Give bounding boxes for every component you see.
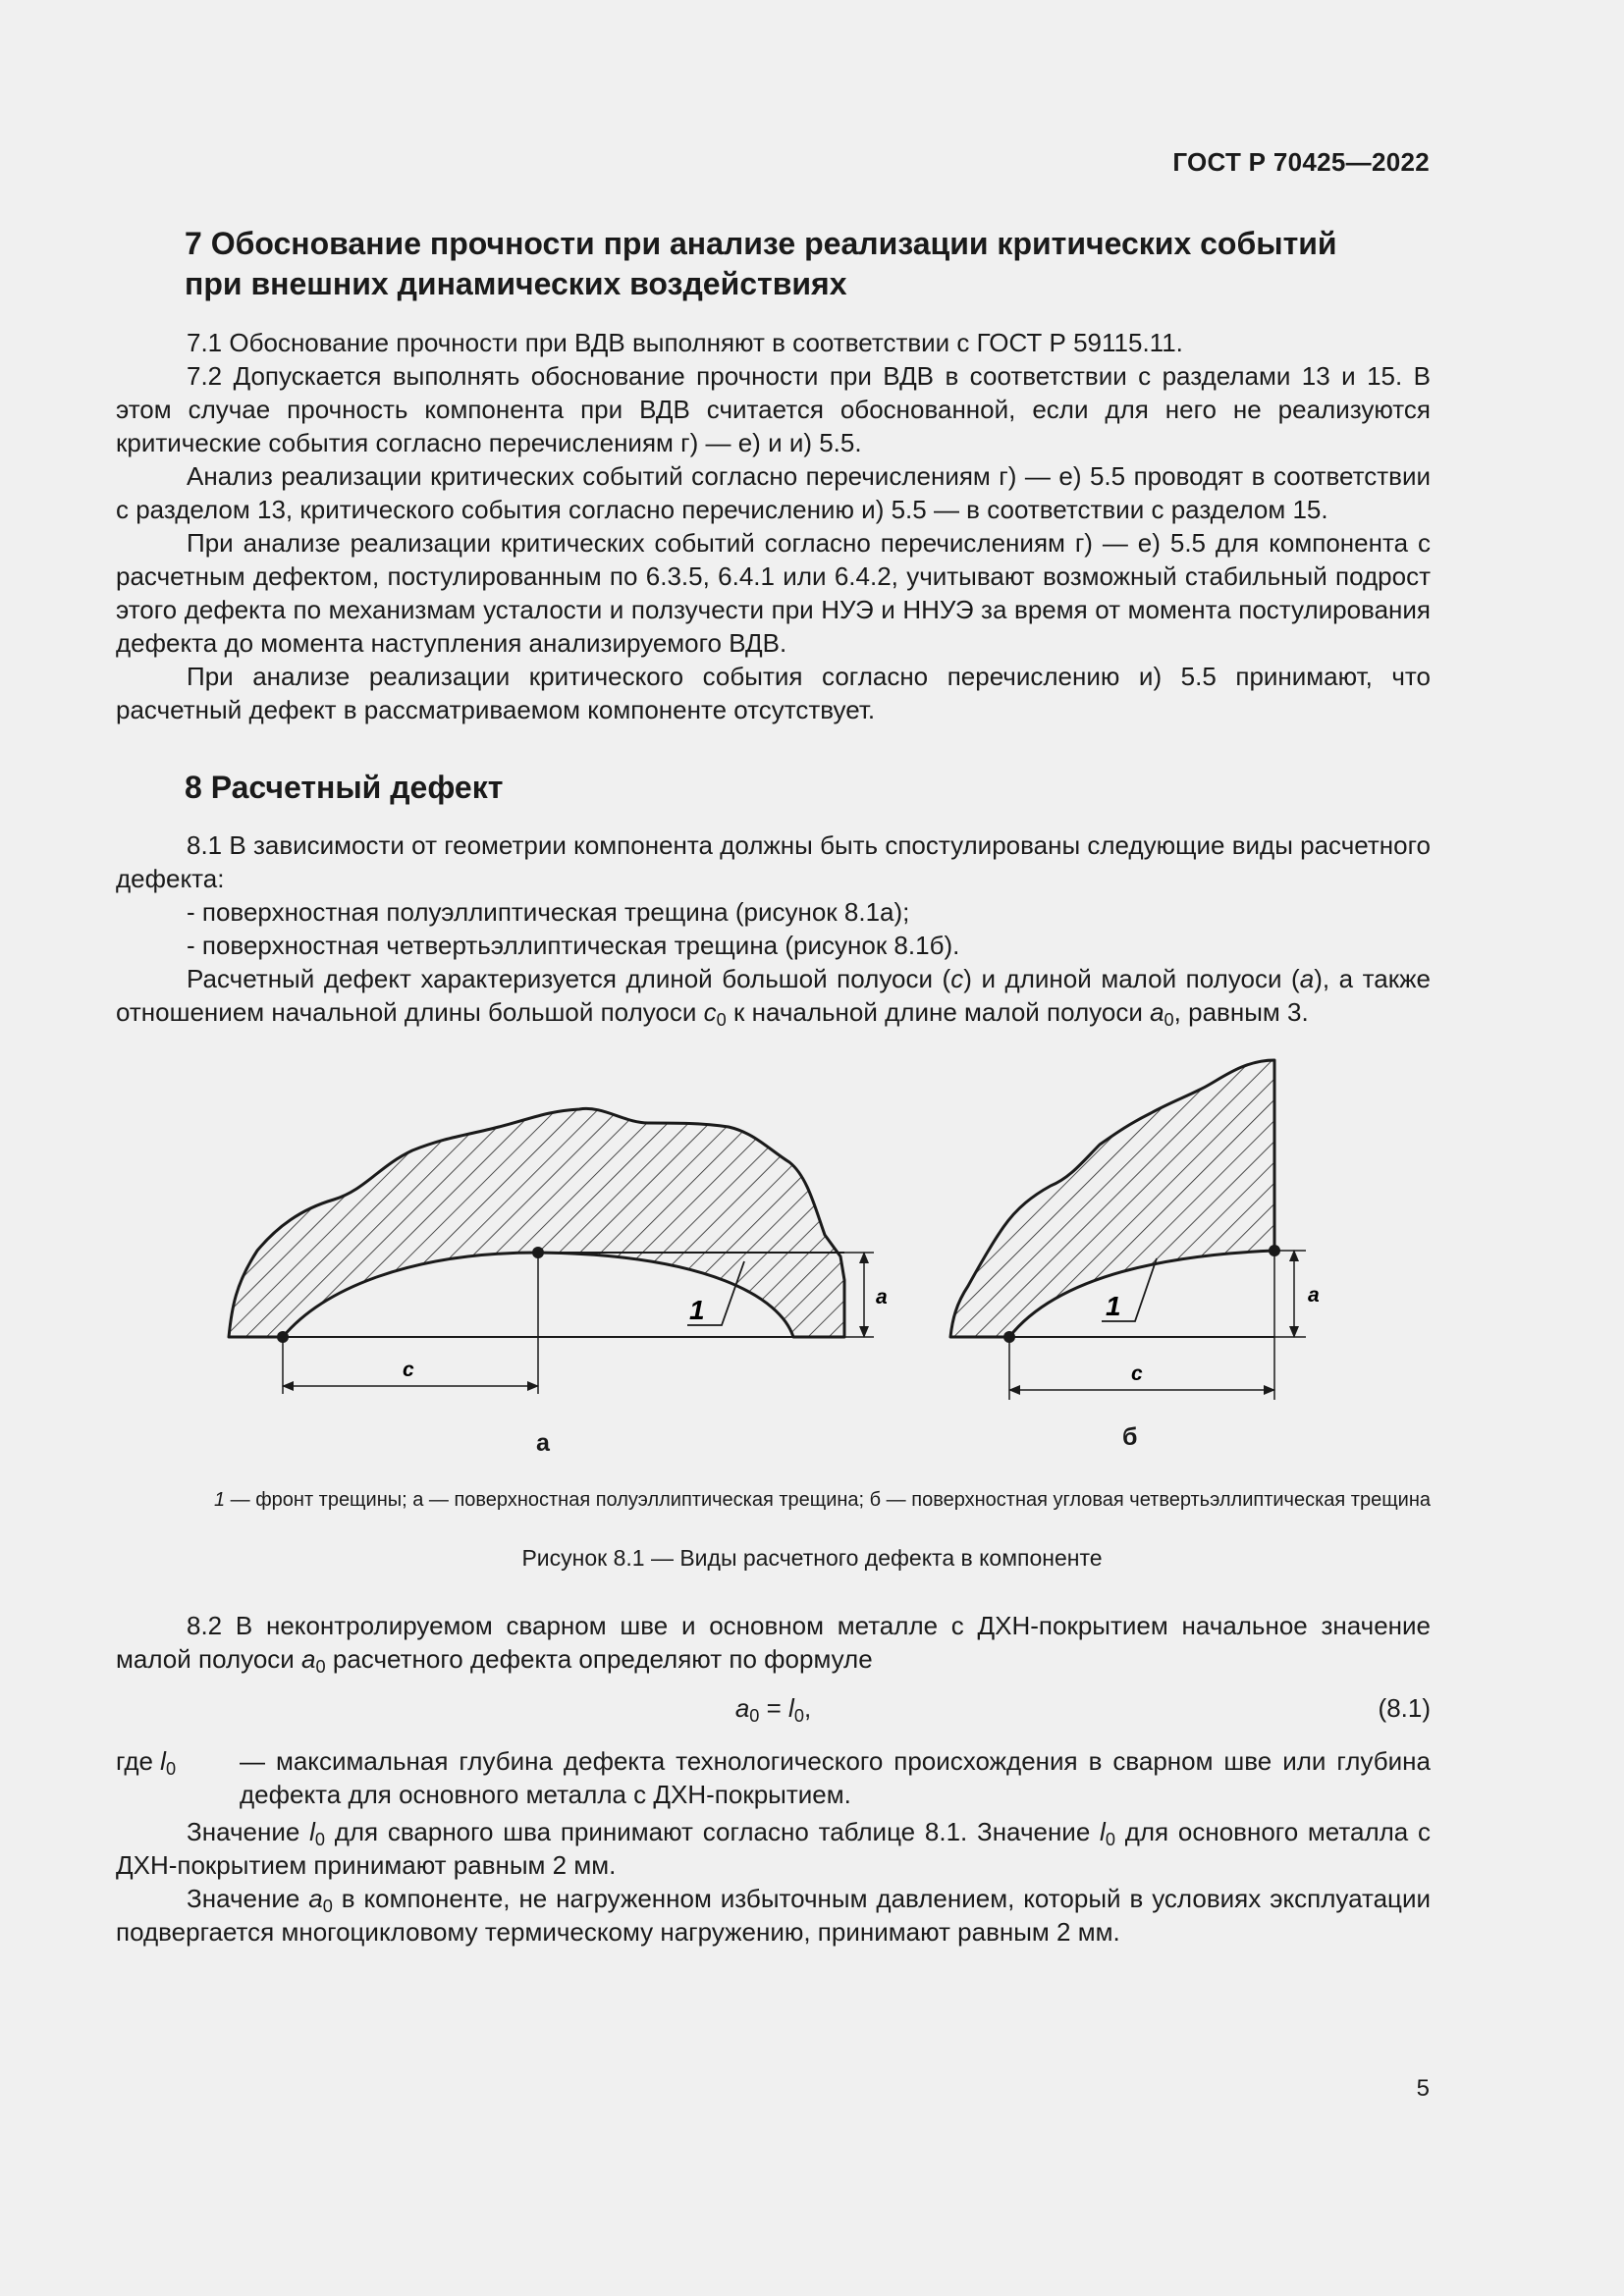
paragraph-8-1: 8.1 В зависимости от геометрии компонента должны быть спостулированы следующие виды расчетного дефекта: bbox=[116, 830, 1431, 893]
standard-number: ГОСТ Р 70425—2022 bbox=[1172, 147, 1430, 177]
figure-legend: 1 — фронт трещины; а — поверхностная полуэллиптическая трещина; б — поверхностная угловая четвертьэллиптическая трещина bbox=[213, 1489, 1431, 1511]
paragraph-l0-value: Значение $l_0$ для сварного шва принимают согласно таблице 8.1. Значение $l_0$ для основного металла с ДХН-покрытием принимают равным 2 мм. bbox=[116, 1817, 1431, 1880]
label-a-a: a bbox=[876, 1286, 888, 1308]
marker-1-b: 1 bbox=[1106, 1291, 1121, 1321]
formula-expression: $a_0 = l_0$, bbox=[734, 1693, 812, 1726]
list-item-semi-elliptic: - поверхностная полуэллиптическая трещина (рисунок 8.1а); bbox=[187, 897, 910, 927]
paragraph-a0-value: Значение $a_0$ в компоненте, не нагруженном избыточным давлением, который в условиях эксплуатации подвергается многоцикловому термическому нагружению, принимают равным 2 мм. bbox=[116, 1884, 1431, 1947]
paragraph-defect-characteristics: Расчетный дефект характеризуется длиной большой полуоси (c) и длиной малой полуоси (a), а также отношением начальной длины большой полуоси $c_0$ к начальной длине малой полуоси $a_0$, равным 3. bbox=[116, 964, 1431, 1030]
label-c-b: c bbox=[1131, 1362, 1143, 1385]
label-a-b: a bbox=[1308, 1284, 1320, 1307]
where-description: — максимальная глубина дефекта технологического происхождения в сварном шве или глубина дефекта для основного металла с ДХН-покрытием. bbox=[240, 1746, 1431, 1809]
page-number: 5 bbox=[1416, 2075, 1430, 2102]
paragraph-7-analysis: Анализ реализации критических событий согласно перечислениям г) — е) 5.5 проводят в соответствии с разделом 13, критического события согласно перечислению и) 5.5 — в соответствии с разделом 15. bbox=[116, 461, 1431, 524]
section-8-body bbox=[116, 828, 1431, 1029]
figure-8-1-drawing bbox=[0, 1041, 1624, 1472]
figure-a-semi-elliptic-crack bbox=[229, 1108, 888, 1394]
component-section-a bbox=[229, 1108, 844, 1337]
figure-label-b: б bbox=[1122, 1423, 1138, 1451]
list-item-quarter-elliptic: - поверхностная четвертьэллиптическая трещина (рисунок 8.1б). bbox=[187, 931, 960, 960]
marker-1-a: 1 bbox=[689, 1295, 705, 1325]
paragraph-7-1: 7.1 Обоснование прочности при ВДВ выполняют в соответствии с ГОСТ Р 59115.11. bbox=[187, 328, 1183, 357]
paragraph-8-2: 8.2 В неконтролируемом сварном шве и основном металле с ДХН-покрытием начальное значение малой полуоси $a_0$ расчетного дефекта определяют по формуле bbox=[116, 1611, 1431, 1677]
figure-label-a: а bbox=[536, 1429, 550, 1457]
section-8-2-body bbox=[116, 1609, 1431, 1676]
section-7-title: 7 Обоснование прочности при анализе реализации критических событий при внешних динамических воздействиях bbox=[185, 226, 1337, 301]
paragraph-7-2: 7.2 Допускается выполнять обоснование прочности при ВДВ в соответствии с разделами 13 и 15. В этом случае прочность компонента при ВДВ считается обоснованной, если для него не реализуются критические события согласно перечислениям г) — е) и и) 5.5. bbox=[116, 361, 1431, 457]
label-c-a: c bbox=[403, 1359, 414, 1381]
paragraph-7-no-defect: При анализе реализации критического события согласно перечислению и) 5.5 принимают, что расчетный дефект в рассматриваемом компоненте отсутствует. bbox=[116, 662, 1431, 724]
section-8-2-values bbox=[116, 1815, 1431, 1949]
figure-caption: Рисунок 8.1 — Виды расчетного дефекта в компоненте bbox=[521, 1545, 1103, 1571]
where-symbol: где $l_0$ bbox=[116, 1746, 177, 1779]
figure-b-quarter-elliptic-crack bbox=[950, 1060, 1320, 1400]
formula-number: (8.1) bbox=[1378, 1693, 1431, 1723]
section-8-title: 8 Расчетный дефект bbox=[185, 770, 504, 805]
paragraph-7-defect-growth: При анализе реализации критических событий согласно перечислениям г) — е) 5.5 для компонента с расчетным дефектом, постулированным по 6.3.5, 6.4.1 или 6.4.2, учитывают возможный стабильный подрост этого дефекта по механизмам усталости и ползучести при НУЭ и ННУЭ за время от момента постулирования дефекта до момента наступления анализируемого ВДВ. bbox=[116, 528, 1431, 658]
section-7-body bbox=[116, 326, 1431, 726]
